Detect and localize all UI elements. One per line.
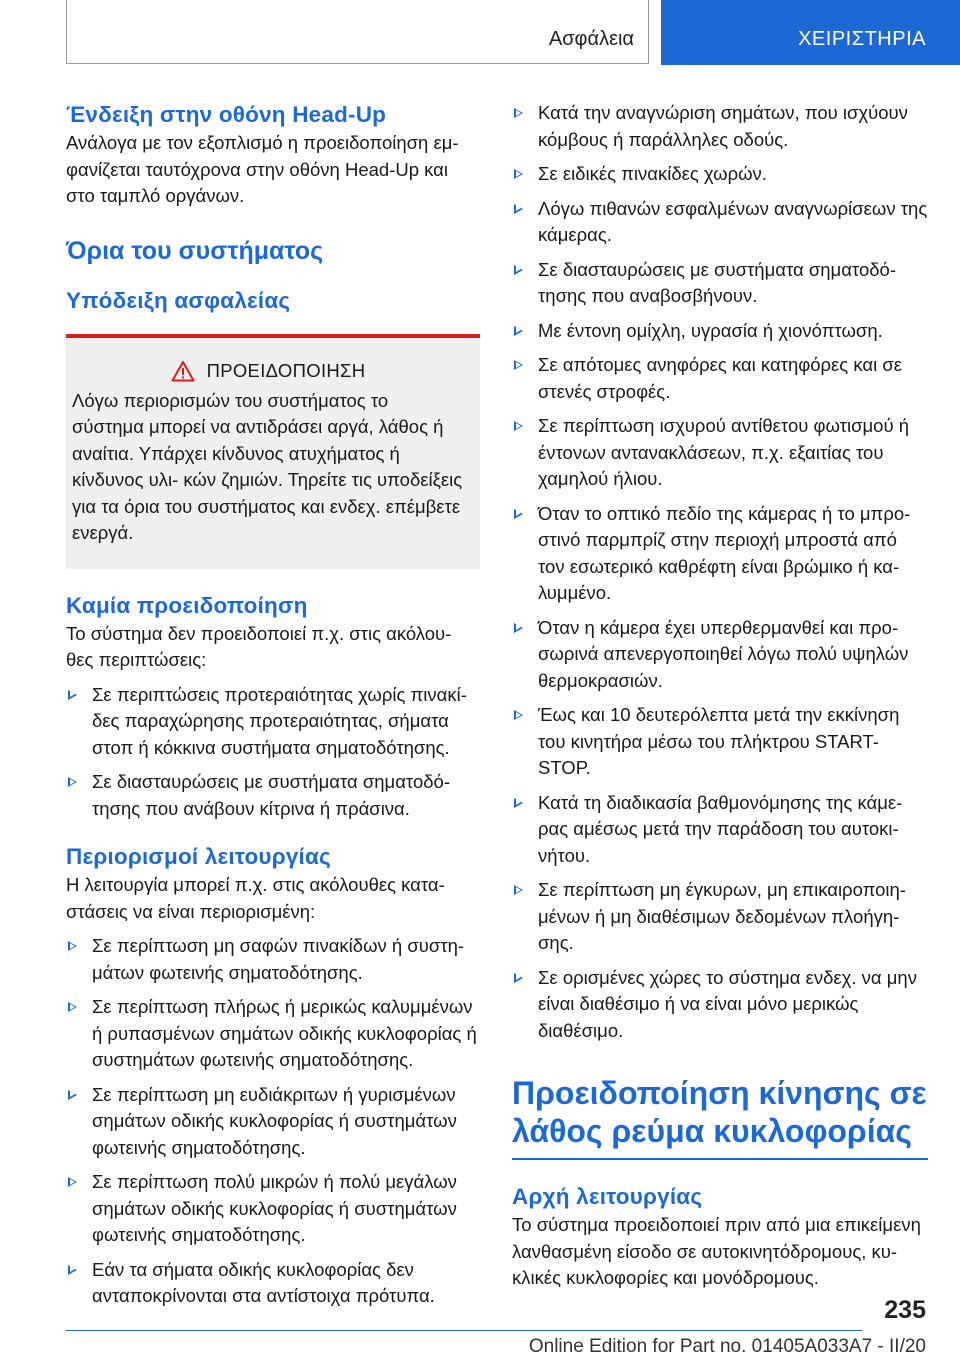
bullet-arrow-icon: [68, 941, 77, 951]
footer-divider: [66, 1330, 862, 1331]
bullet-arrow-icon: [514, 798, 523, 808]
bullet-arrow-icon: [68, 777, 77, 787]
chapter-title: ΧΕΙΡΙΣΤΗΡΙΑ: [798, 28, 926, 50]
warning-label: ΠΡΟΕΙΔΟΠΟΙΗΣΗ: [206, 359, 366, 381]
restrictions-list-continued: [512, 100, 928, 1044]
warning-triangle-icon: [171, 360, 195, 382]
list-item: Σε περίπτωση μη σαφών πινακίδων ή συστη- μάτων φωτεινής σηματοδότησης.: [66, 933, 480, 986]
list-item: Σε περίπτωση πλήρως ή μερικώς καλυμμένων ή ρυπασμένων σημάτων οδικής κυκλοφορίας ή συστημάτων φωτεινής σηματοδότησης.: [66, 994, 480, 1074]
list-item: Έως και 10 δευτερόλεπτα μετά την εκκίνηση του κινητήρα μέσω του πλήκτρου START- STOP.: [512, 702, 928, 782]
no-warning-heading: Καμία προειδοποίηση: [66, 592, 308, 618]
bullet-arrow-icon: [514, 421, 523, 431]
restrictions-text: Η λειτουργία μπορεί π.χ. στις ακόλουθες κατα- στάσεις να είναι περιορισμένη:: [66, 874, 445, 922]
list-item: Σε διασταυρώσεις με συστήματα σηματοδό- τησης που ανάβουν κίτρινα ή πράσινα.: [66, 769, 480, 822]
section-title: Ασφάλεια: [548, 28, 634, 50]
bullet-arrow-icon: [514, 710, 523, 720]
hud-heading: Ένδειξη στην οθόνη Head-Up: [66, 102, 387, 127]
bullet-arrow-icon: [514, 885, 523, 895]
restrictions-list: [66, 933, 480, 1310]
bullet-arrow-icon: [514, 204, 523, 214]
bullet-arrow-icon: [68, 690, 77, 700]
bullet-arrow-icon: [514, 265, 523, 275]
list-item: Σε περίπτωση ισχυρού αντίθετου φωτισμού ή έντονων αντανακλάσεων, π.χ. εξαιτίας του χαμηλού ήλιου.: [512, 413, 928, 493]
list-item: Σε περίπτωση πολύ μικρών ή πολύ μεγάλων σημάτων οδικής κυκλοφορίας ή συστημάτων φωτεινής σηματοδότησης.: [66, 1169, 480, 1249]
list-item: Όταν το οπτικό πεδίο της κάμερας ή το μπρο- στινό παρμπρίζ στην περιοχή μπροστά από τον εσωτερικό καθρέφτη είναι βρώμικο ή κα- λυμμένο.: [512, 501, 928, 607]
bullet-arrow-icon: [514, 169, 523, 179]
list-item: Εάν τα σήματα οδικής κυκλοφορίας δεν ανταποκρίνονται στα αντίστοιχα πρότυπα.: [66, 1257, 480, 1310]
list-item: Κατά την αναγνώριση σημάτων, που ισχύουν κόμβους ή παράλληλες οδούς.: [512, 100, 928, 153]
hud-text: Ανάλογα με τον εξοπλισμό η προειδοποίηση εμ- φανίζεται ταυτόχρονα στην οθόνη Head-Up και στο ταμπλό οργάνων.: [66, 132, 459, 206]
list-item: Σε περίπτωση μη ευδιάκριτων ή γυρισμένων σημάτων οδικής κυκλοφορίας ή συστημάτων φωτεινής σηματοδότησης.: [66, 1082, 480, 1162]
limits-heading: Όρια του συστήματος: [66, 236, 324, 265]
bullet-arrow-icon: [68, 1090, 77, 1100]
list-item: Κατά τη διαδικασία βαθμονόμησης της κάμε- ρας αμέσως μετά την παράδοση του αυτοκι- νήτου.: [512, 790, 928, 870]
safety-heading: Υπόδειξη ασφαλείας: [66, 287, 291, 313]
warning-header: [72, 360, 464, 382]
warning-text: Λόγω περιορισμών του συστήματος το σύστημα μπορεί να αντιδράσει αργά, λάθος ή αναίτια. Υπάρχει κίνδυνος ατυχήματος ή κίνδυνος υλι- κών ζημιών. Τηρείτε τις υποδείξεις για τα όρια του συστήματος και ενδεχ. επέμβετε ενεργά.: [72, 389, 463, 543]
list-item: Σε ειδικές πινακίδες χωρών.: [512, 161, 928, 188]
list-item: Όταν η κάμερα έχει υπερθερμανθεί και προ- σωρινά απενεργοποιηθεί λόγω πολύ υψηλών θερμοκρασιών.: [512, 615, 928, 695]
right-column: [512, 100, 928, 1292]
bullet-arrow-icon: [514, 326, 523, 336]
no-warning-text: Το σύστημα δεν προειδοποιεί π.χ. στις ακόλου- θες περιπτώσεις:: [66, 622, 452, 670]
bullet-arrow-icon: [514, 973, 523, 983]
heading-underline: [512, 1158, 928, 1160]
warning-box: [66, 334, 480, 569]
list-item: Σε απότομες ανηφόρες και κατηφόρες και σε στενές στροφές.: [512, 352, 928, 405]
list-item: Με έντονη ομίχλη, υγρασία ή χιονόπτωση.: [512, 318, 928, 345]
restrictions-heading: Περιορισμοί λειτουργίας: [66, 844, 331, 869]
bullet-arrow-icon: [68, 1265, 77, 1275]
header-chapter-tab: [661, 0, 960, 65]
wrong-way-heading: Προειδοποίηση κίνησης σε λάθος ρεύμα κυκλοφορίας: [512, 1075, 927, 1149]
principle-heading: Αρχή λειτουργίας: [512, 1184, 703, 1209]
no-warning-list: [66, 682, 480, 823]
bullet-arrow-icon: [514, 509, 523, 519]
principle-text: Το σύστημα προειδοποιεί πριν από μια επικείμενη λανθασμένη είσοδο σε αυτοκινητόδρομους, κυ- κλικές κυκλοφορίες και μονόδρομους.: [512, 1214, 921, 1288]
bullet-arrow-icon: [514, 623, 523, 633]
list-item: Σε περίπτωση μη έγκυρων, μη επικαιροποιη- μένων ή μη διαθέσιμων δεδομένων πλοήγη- σης.: [512, 877, 928, 957]
bullet-arrow-icon: [514, 360, 523, 370]
edition-note: Online Edition for Part no. 01405A033A7 - II/20: [528, 1336, 926, 1357]
list-item: Σε περιπτώσεις προτεραιότητας χωρίς πινακί- δες παραχώρησης προτεραιότητας, σήματα στοπ ή κόκκινα συστήματα σηματοδότησης.: [66, 682, 480, 762]
bullet-arrow-icon: [68, 1002, 77, 1012]
list-item: Λόγω πιθανών εσφαλμένων αναγνωρίσεων της κάμερας.: [512, 196, 928, 249]
left-column: [66, 100, 480, 1310]
bullet-arrow-icon: [514, 108, 523, 118]
bullet-arrow-icon: [68, 1177, 77, 1187]
page-number: 235: [884, 1296, 926, 1324]
list-item: Σε ορισμένες χώρες το σύστημα ενδεχ. να μην είναι διαθέσιμο ή να είναι μόνο μερικώς διαθέσιμο.: [512, 965, 928, 1045]
header-section-tab: [66, 0, 649, 64]
list-item: Σε διασταυρώσεις με συστήματα σηματοδό- τησης που αναβοσβήνουν.: [512, 257, 928, 310]
